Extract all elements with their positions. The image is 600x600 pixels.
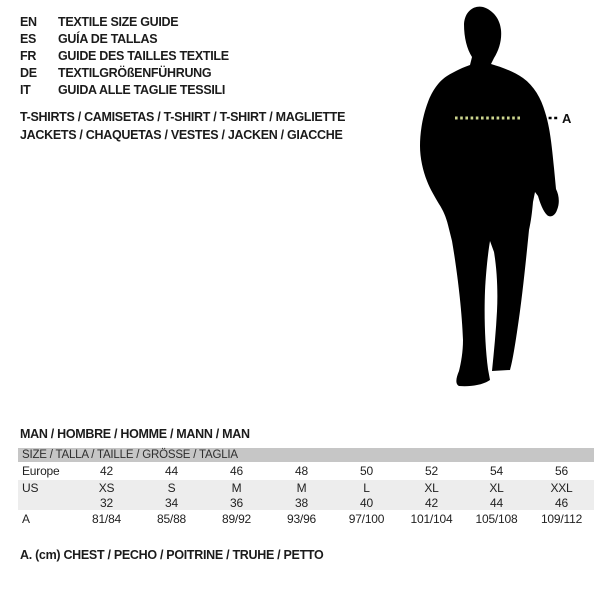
- language-title: GUÍA DE TALLAS: [58, 31, 158, 46]
- size-value: 42: [100, 464, 113, 478]
- size-value: 89/92: [221, 511, 252, 526]
- size-value: M: [296, 480, 307, 495]
- row-label: A: [22, 511, 30, 526]
- size-value: 101/104: [410, 511, 453, 526]
- language-row: [20, 30, 229, 47]
- language-title: TEXTILE SIZE GUIDE: [58, 14, 179, 29]
- table-rows: [18, 462, 594, 527]
- table-row: [18, 510, 594, 527]
- size-value: 46: [555, 495, 568, 510]
- man-silhouette: [420, 7, 559, 387]
- size-value: L: [363, 480, 370, 495]
- language-title: TEXTILGRÖßENFÜHRUNG: [58, 65, 212, 80]
- size-value: 54: [490, 464, 503, 478]
- size-value: 36: [230, 495, 243, 510]
- size-value: XXL: [550, 480, 573, 495]
- size-value: XS: [98, 480, 115, 495]
- size-value: XL: [489, 480, 504, 495]
- size-value: S: [167, 480, 176, 495]
- category-line: T-SHIRTS / CAMISETAS / T-SHIRT / T-SHIRT / MAGLIETTE: [20, 110, 346, 124]
- size-value: 42: [425, 495, 438, 510]
- language-row: [20, 13, 229, 30]
- language-title: GUIDE DES TAILLES TEXTILE: [58, 48, 229, 63]
- size-value: 32: [100, 495, 113, 510]
- size-value: 38: [295, 495, 308, 510]
- table-row: [18, 480, 594, 495]
- size-value: 48: [295, 464, 308, 478]
- size-value: 46: [230, 464, 243, 478]
- category-lines: [20, 108, 345, 144]
- language-code: DE: [20, 65, 37, 80]
- language-code: ES: [20, 31, 37, 46]
- language-code: EN: [20, 14, 37, 29]
- chest-measure-label: A: [562, 111, 572, 126]
- table-header-bar: SIZE / TALLA / TAILLE / GRÖSSE / TAGLIA: [18, 448, 594, 462]
- category-line: JACKETS / CHAQUETAS / VESTES / JACKEN / GIACCHE: [20, 128, 343, 142]
- size-value: 97/100: [348, 511, 385, 526]
- size-value: 44: [165, 464, 178, 478]
- language-title-block: [20, 13, 229, 98]
- language-code: FR: [20, 48, 37, 63]
- man-silhouette-figure: [405, 0, 600, 410]
- size-table: [18, 448, 594, 527]
- row-label: Europe: [22, 464, 60, 478]
- size-value: 56: [555, 464, 568, 478]
- size-value: 52: [425, 464, 438, 478]
- language-code: IT: [20, 82, 31, 97]
- language-title: GUIDA ALLE TAGLIE TESSILI: [58, 82, 226, 97]
- size-value: 40: [360, 495, 373, 510]
- size-value: 109/112: [540, 511, 583, 526]
- measure-footnote: A. (cm) CHEST / PECHO / POITRINE / TRUHE / PETTO: [20, 548, 324, 562]
- language-row: [20, 81, 229, 98]
- size-value: 105/108: [475, 511, 518, 526]
- size-value: 50: [360, 464, 373, 478]
- size-value: M: [231, 480, 242, 495]
- language-row: [20, 64, 229, 81]
- row-label: US: [22, 480, 39, 495]
- size-value: 44: [490, 495, 503, 510]
- size-value: 34: [165, 495, 178, 510]
- size-value: 81/84: [91, 511, 122, 526]
- section-title: MAN / HOMBRE / HOMME / MANN / MAN: [20, 427, 250, 441]
- language-row: [20, 47, 229, 64]
- size-value: XL: [424, 480, 439, 495]
- size-value: 93/96: [286, 511, 317, 526]
- table-row: [18, 495, 594, 510]
- table-row: [18, 462, 594, 480]
- size-value: 85/88: [156, 511, 187, 526]
